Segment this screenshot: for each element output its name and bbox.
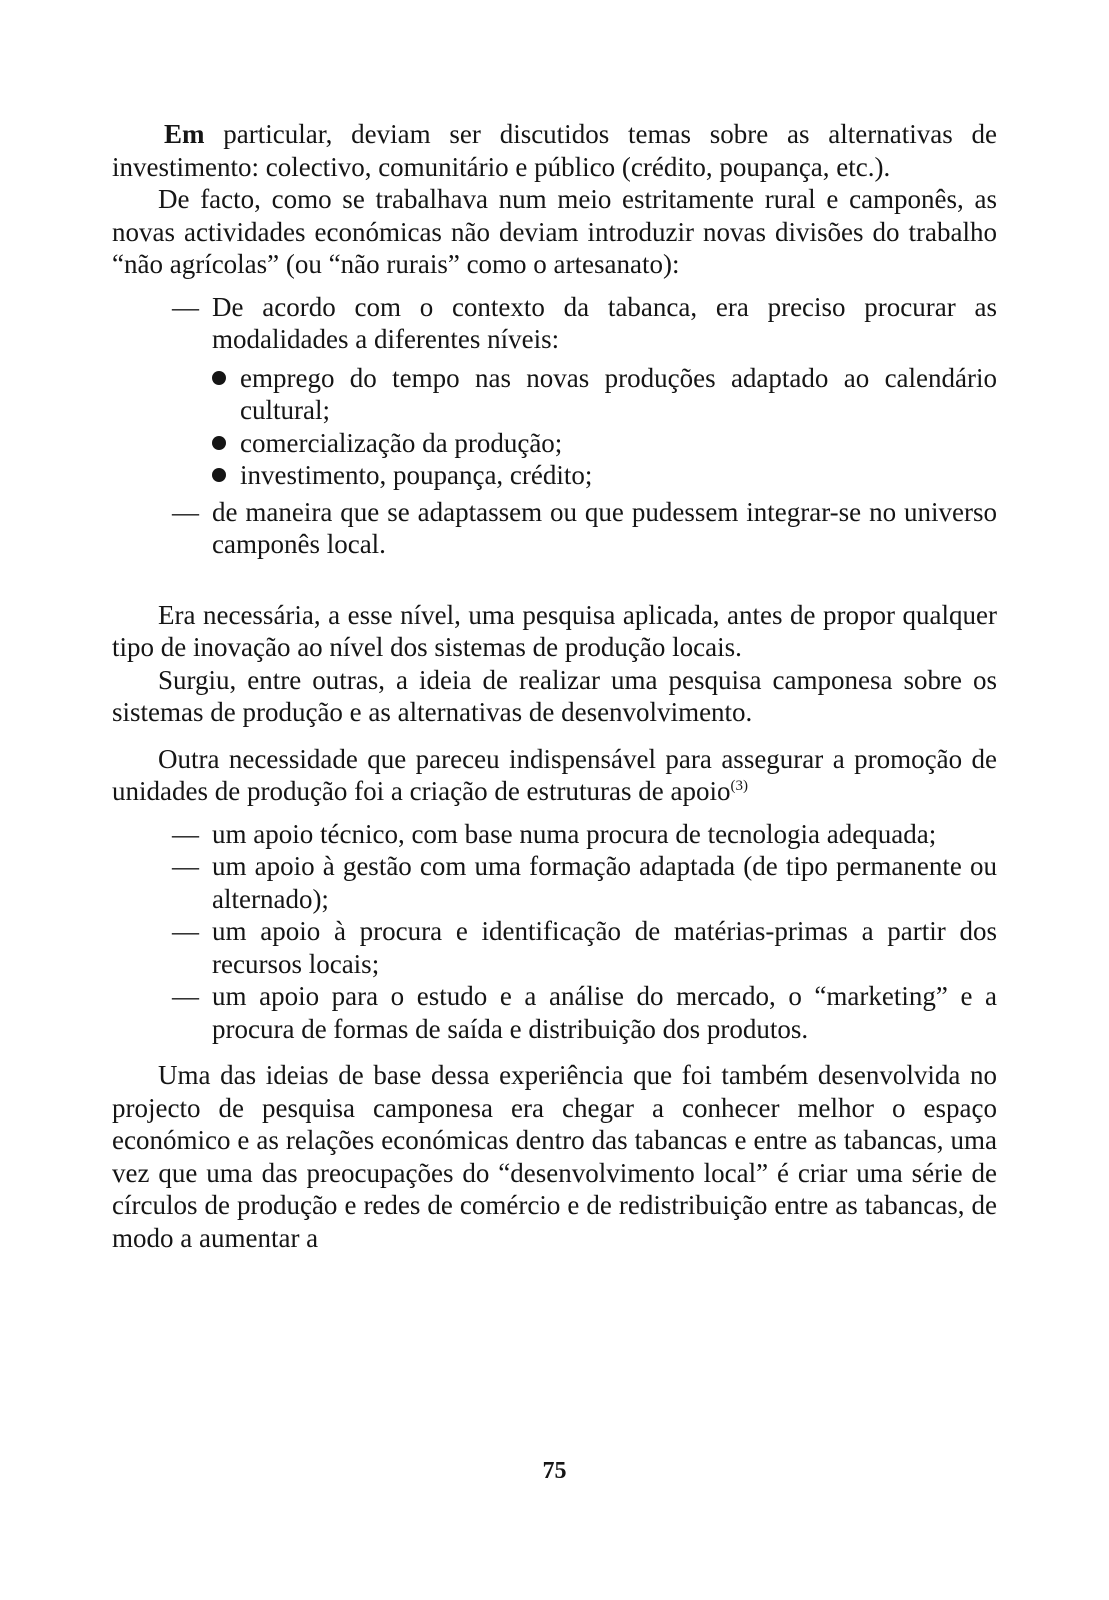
footnote-reference: (3) [730, 778, 748, 794]
bullet-item [112, 427, 997, 460]
dash-marker: — [172, 291, 199, 322]
spacer [112, 729, 997, 743]
intro-paragraph [112, 118, 997, 183]
intro-text: particular, deviam ser discutidos temas sobre as alternativas de investimento: colectivo, comunitário e público (crédito, poupança, etc.). [112, 119, 997, 182]
support-paragraph [112, 743, 997, 808]
bullet-item-text: emprego do tempo nas novas produções adaptado ao calendário cultural; [240, 362, 997, 425]
dash-marker: — [172, 851, 199, 881]
dash-item [112, 850, 997, 915]
dash-item [112, 291, 997, 356]
dash-item [112, 980, 997, 1045]
dash-item [112, 496, 997, 561]
dash-item [112, 818, 997, 851]
page-body [112, 118, 997, 1254]
spacer [112, 561, 997, 599]
page-number: 75 [542, 1458, 567, 1484]
closing-paragraph: Uma das ideias de base dessa experiência que foi também desenvolvida no projecto de pesquisa camponesa era chegar a conhecer melhor o espaço económico e as relações económicas dentro das tabancas e entre as tabancas, uma vez que uma das preocupações do “desenvolvimento local” é criar uma série de círculos de produção e redes de comércio e de redistribuição entre as tabancas, de modo a aumentar a [112, 1060, 997, 1253]
research-paragraph-2: Surgiu, entre outras, a ideia de realizar uma pesquisa camponesa sobre os sistemas de produção e as alternativas de desenvolvimento. [112, 664, 997, 727]
bullet-item-text: investimento, poupança, crédito; [240, 460, 593, 490]
dash-item-text: um apoio para o estudo e a análise do mercado, o “marketing” e a procura de formas de saída e distribuição dos produtos. [212, 981, 997, 1044]
bullet-icon [212, 468, 226, 482]
dash-marker: — [172, 916, 199, 946]
dash-item [112, 915, 997, 980]
dash-marker: — [172, 496, 199, 527]
dash-item-text: um apoio à procura e identificação de matérias-primas a partir dos recursos locais; [212, 916, 997, 979]
bullet-icon [212, 436, 226, 450]
spacer [112, 808, 997, 818]
dash-marker: — [172, 818, 199, 849]
support-text: Outra necessidade que pareceu indispensável para assegurar a promoção de unidades de produção foi a criação de estruturas de apoio [112, 743, 997, 806]
dash-item-text: de maneira que se adaptassem ou que pudessem integrar-se no universo camponês local. [212, 496, 997, 559]
context-paragraph: De facto, como se trabalhava num meio estritamente rural e camponês, as novas actividades económicas não deviam introduzir novas divisões do trabalho “não agrícolas” (ou “não rurais” como o artesanato): [112, 184, 997, 279]
dash-item-text: um apoio técnico, com base numa procura de tecnologia adequada; [212, 818, 937, 849]
dash-item-text: um apoio à gestão com uma formação adaptada (de tipo permanente ou alternado); [212, 851, 997, 914]
dash-marker: — [172, 981, 199, 1011]
dash-item-text: De acordo com o contexto da tabanca, era preciso procurar as modalidades a diferentes níveis: [212, 291, 997, 354]
bullet-list [112, 362, 997, 492]
second-dash-list [112, 496, 997, 561]
first-dash-list [112, 291, 997, 356]
spacer [112, 281, 997, 291]
bullet-item [112, 362, 997, 427]
bullet-item [112, 459, 997, 492]
intro-lead-word: Em [164, 119, 205, 149]
support-list [112, 818, 997, 1046]
bullet-item-text: comercialização da produção; [240, 427, 563, 458]
research-paragraph-1: Era necessária, a esse nível, uma pesquisa aplicada, antes de propor qualquer tipo de inovação ao nível dos sistemas de produção locais. [112, 599, 997, 662]
bullet-icon [212, 371, 226, 385]
spacer [112, 1045, 997, 1059]
